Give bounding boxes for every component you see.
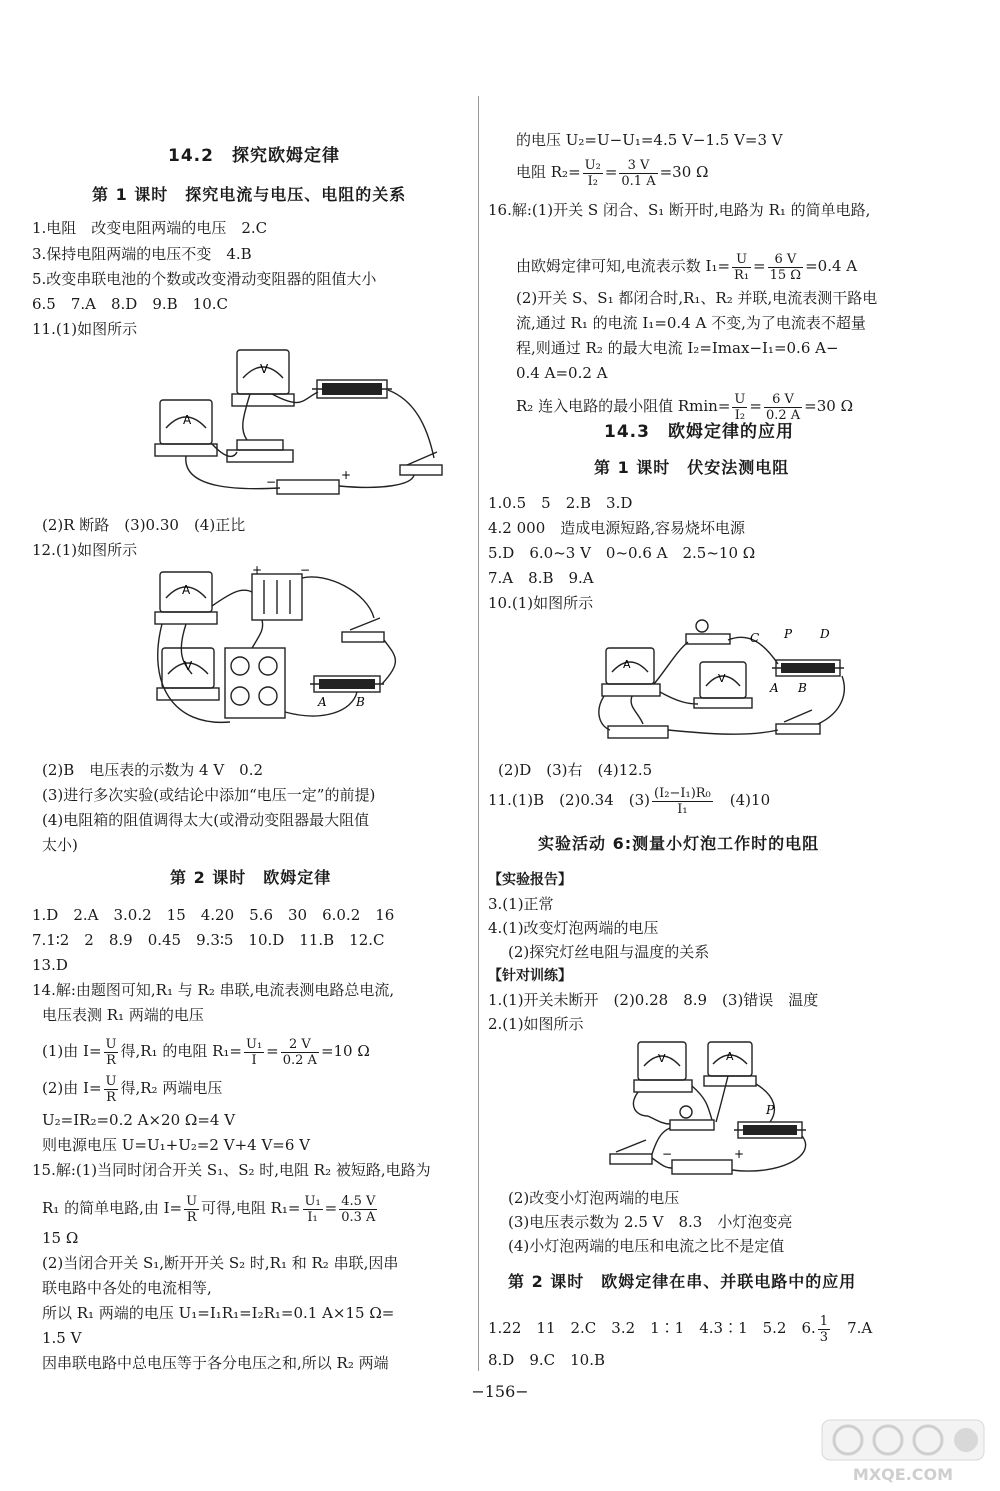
column-divider — [478, 96, 479, 1371]
ammeter-label: A — [182, 583, 191, 597]
answer-line: 3.保持电阻两端的电压不变 4.B — [32, 245, 252, 263]
fraction: $\frac{6 V}{15 \Omega}$ — [769, 251, 802, 283]
formula-text: 得,R₂ 两端电压 — [120, 1079, 223, 1097]
answer-line: 1.5 V — [42, 1329, 82, 1347]
answer-line: 1.0.5 5 2.B 3.D — [488, 494, 633, 512]
page-number: −156− — [471, 1382, 529, 1401]
terminal-b-label: B — [356, 695, 365, 709]
answer-line: (2)开关 S、S₁ 都闭合时,R₁、R₂ 并联,电流表测干路电 — [516, 289, 878, 307]
answer-line: 1.D 2.A 3.0.2 15 4.20 5.6 30 6.0.2 16 — [32, 906, 395, 924]
answer-line: 6.5 7.A 8.D 9.B 10.C — [32, 295, 229, 313]
watermark-text: MXQE.COM — [852, 1465, 954, 1484]
answer-line: 0.4 A=0.2 A — [516, 364, 608, 382]
formula-line — [42, 1035, 370, 1068]
formula-text: 可得,电阻 R₁= — [201, 1199, 301, 1217]
fraction: $\frac{\text{(I₂−I₁)R₀}}{\text{I₁}}$ — [654, 785, 711, 817]
answer-line: (2)R 断路 (3)0.30 (4)正比 — [42, 516, 246, 534]
formula-text: (4)10 — [729, 791, 771, 809]
battery-minus-label: − — [266, 475, 277, 489]
fraction: $\frac{4.5 V}{0.3 A}$ — [341, 1193, 376, 1225]
answer-line: 12.(1)如图所示 — [32, 541, 138, 559]
answer-line: 所以 R₁ 两端的电压 U₁=I₁R₁=I₂R₁=0.1 A×15 Ω= — [42, 1304, 395, 1322]
fraction: $\frac{\text{U₂}}{\text{I₂}}$ — [584, 157, 601, 189]
formula-text: 11.(1)B (2)0.34 (3) — [488, 791, 651, 809]
answer-line: 16.解:(1)开关 S 闭合、S₁ 断开时,电路为 R₁ 的简单电路, — [488, 201, 871, 219]
fraction: $\frac{U}{\text{I₂}}$ — [734, 391, 746, 423]
formula-text: 电阻 R₂= — [516, 163, 581, 181]
battery-minus-label: − — [662, 1147, 673, 1161]
site-watermark-logo — [818, 1418, 988, 1486]
answer-line: 13.D — [32, 956, 68, 974]
fraction: $\frac{3 V}{0.1 A}$ — [621, 157, 656, 189]
answer-line: 10.(1)如图所示 — [488, 594, 594, 612]
formula-text: 1.22 11 2.C 3.2 1∶1 4.3∶1 5.2 6. — [488, 1319, 816, 1337]
answer-line: (4)电阻箱的阻值调得太大(或滑动变阻器最大阻值 — [42, 811, 370, 829]
battery-minus-label: − — [300, 563, 311, 577]
answer-line: 的电压 U₂=U−U₁=4.5 V−1.5 V=3 V — [516, 131, 783, 149]
answer-line: 4.(1)改变灯泡两端的电压 — [488, 919, 659, 937]
answer-line: 7.A 8.B 9.A — [488, 569, 594, 587]
lab-activity-title: 实验活动 6:测量小灯泡工作时的电阻 — [538, 834, 820, 853]
battery-plus-label: + — [341, 468, 352, 482]
terminal-b-label: B — [798, 681, 807, 695]
answer-line: 15 Ω — [42, 1229, 79, 1247]
answer-line: 1.电阻 改变电阻两端的电压 2.C — [32, 219, 268, 237]
lesson-1-title: 第 1 课时 探究电流与电压、电阻的关系 — [92, 185, 407, 204]
fraction: $\frac{1}{3}$ — [819, 1313, 829, 1345]
answer-line: 15.解:(1)当同时闭合开关 S₁、S₂ 时,电阻 R₂ 被短路,电路为 — [32, 1161, 431, 1179]
ammeter-label: A — [183, 413, 192, 427]
slider-p-label: P — [766, 1103, 775, 1117]
fraction: $\frac{\text{U₁}}{I}$ — [245, 1036, 263, 1068]
voltmeter-label: V — [184, 659, 193, 673]
answer-line: 联电路中各处的电流相等, — [42, 1279, 212, 1297]
terminal-a-label: A — [770, 681, 779, 695]
formula-text: = — [604, 163, 618, 181]
formula-text: R₂ 连入电路的最小阻值 Rmin= — [516, 397, 731, 415]
answer-line: 5.D 6.0~3 V 0~0.6 A 2.5~10 Ω — [488, 544, 756, 562]
formula-text: (2)由 I= — [42, 1079, 102, 1097]
formula-text: 由欧姆定律可知,电流表示数 I₁= — [516, 257, 731, 275]
formula-text: = — [749, 397, 762, 415]
formula-line — [42, 1192, 379, 1225]
answer-line: (4)小灯泡两端的电压和电流之比不是定值 — [508, 1237, 785, 1255]
fraction: $\frac{2 V}{0.2 A}$ — [282, 1036, 317, 1068]
lesson-2-title: 第 2 课时 欧姆定律 — [170, 868, 332, 887]
fraction: $\frac{6 V}{0.2 A}$ — [765, 391, 801, 423]
fraction: $\frac{\text{U₁}}{\text{I₁}}$ — [304, 1193, 321, 1225]
answer-line: 3.(1)正常 — [488, 895, 554, 913]
section-title-14-2: 14.2 探究欧姆定律 — [168, 146, 340, 166]
battery-plus-label: + — [734, 1147, 745, 1161]
circuit-figure-10 — [598, 612, 858, 752]
circuit-figure-2 — [608, 1036, 848, 1184]
answer-line: (2)B 电压表的示数为 4 V 0.2 — [42, 761, 264, 779]
circuit-figure-11 — [152, 340, 472, 510]
answer-line: (2)当闭合开关 S₁,断开开关 S₂ 时,R₁ 和 R₂ 串联,因串 — [42, 1254, 399, 1272]
answer-line: 电压表测 R₁ 两端的电压 — [42, 1006, 204, 1024]
answer-line: (2)D (3)右 (4)12.5 — [498, 761, 653, 779]
lesson-1-title-right: 第 1 课时 伏安法测电阻 — [594, 458, 790, 477]
answer-line: 流,通过 R₁ 的电流 I₁=0.4 A 不变,为了电流表不超量 — [516, 314, 866, 332]
lesson-2-title-right: 第 2 课时 欧姆定律在串、并联电路中的应用 — [508, 1272, 857, 1291]
answer-line: (3)电压表示数为 2.5 V 8.3 小灯泡变亮 — [508, 1213, 793, 1231]
ammeter-label: A — [623, 658, 631, 671]
battery-plus-label: + — [252, 563, 263, 577]
formula-text: 7.A — [847, 1319, 873, 1337]
voltmeter-label: V — [718, 672, 726, 685]
answer-line: 1.(1)开关未断开 (2)0.28 8.9 (3)错误 温度 — [488, 991, 819, 1009]
formula-text: (1)由 I= — [42, 1042, 102, 1060]
formula-line — [488, 782, 770, 818]
formula-text: 得,R₁ 的电阻 R₁= — [120, 1042, 242, 1060]
formula-line — [488, 1310, 872, 1346]
answer-line: (2)改变小灯泡两端的电压 — [508, 1189, 680, 1207]
circuit-figure-12 — [152, 562, 472, 752]
fraction: $\frac{U}{R}$ — [105, 1073, 117, 1105]
fraction: $\frac{U}{R}$ — [105, 1036, 117, 1068]
fraction: $\frac{U}{R}$ — [186, 1193, 198, 1225]
voltmeter-label: V — [260, 362, 269, 376]
fraction: $\frac{U}{\text{R₁}}$ — [734, 251, 750, 283]
formula-text: =30 Ω — [804, 397, 854, 415]
answer-line: 太小) — [42, 836, 78, 854]
formula-text: =30 Ω — [659, 163, 709, 181]
answer-line: 11.(1)如图所示 — [32, 320, 138, 338]
answer-line: 2.(1)如图所示 — [488, 1015, 584, 1033]
answer-line: 因串联电路中总电压等于各分电压之和,所以 R₂ 两端 — [42, 1354, 389, 1372]
answer-line: 则电源电压 U=U₁+U₂=2 V+4 V=6 V — [42, 1136, 310, 1154]
formula-line — [42, 1072, 222, 1105]
formula-line — [516, 390, 853, 423]
terminal-a-label: A — [318, 695, 327, 709]
voltmeter-label: V — [658, 1052, 666, 1065]
formula-text: = — [324, 1199, 338, 1217]
formula-line — [516, 156, 708, 189]
formula-text: =0.4 A — [805, 257, 858, 275]
answer-line: 7.1∶2 2 8.9 0.45 9.3∶5 10.D 11.B 12.C — [32, 931, 385, 949]
formula-text: =10 Ω — [320, 1042, 370, 1060]
section-title-14-3: 14.3 欧姆定律的应用 — [604, 422, 794, 442]
answer-line: 4.2 000 造成电源短路,容易烧坏电源 — [488, 519, 746, 537]
answer-line: U₂=IR₂=0.2 A×20 Ω=4 V — [42, 1111, 236, 1129]
experiment-report-tag: 【实验报告】 — [488, 872, 572, 888]
answer-line: 程,则通过 R₂ 的最大电流 I₂=Imax−I₁=0.6 A− — [516, 339, 839, 357]
terminal-d-label: D — [820, 627, 830, 641]
formula-text: R₁ 的简单电路,由 I= — [42, 1199, 183, 1217]
answer-line: 14.解:由题图可知,R₁ 与 R₂ 串联,电流表测电路总电流, — [32, 981, 395, 999]
terminal-c-label: C — [750, 631, 760, 645]
targeted-training-tag: 【针对训练】 — [488, 968, 572, 984]
formula-text: = — [266, 1042, 279, 1060]
answer-line: 8.D 9.C 10.B — [488, 1351, 606, 1369]
answer-line: (2)探究灯丝电阻与温度的关系 — [508, 943, 710, 961]
ammeter-label: A — [726, 1050, 734, 1063]
answer-line: 5.改变串联电池的个数或改变滑动变阻器的阻值大小 — [32, 270, 377, 288]
answer-line: (3)进行多次实验(或结论中添加“电压一定”的前提) — [42, 786, 376, 804]
formula-text: = — [753, 257, 766, 275]
slider-p-label: P — [784, 627, 793, 641]
formula-line — [516, 250, 857, 283]
